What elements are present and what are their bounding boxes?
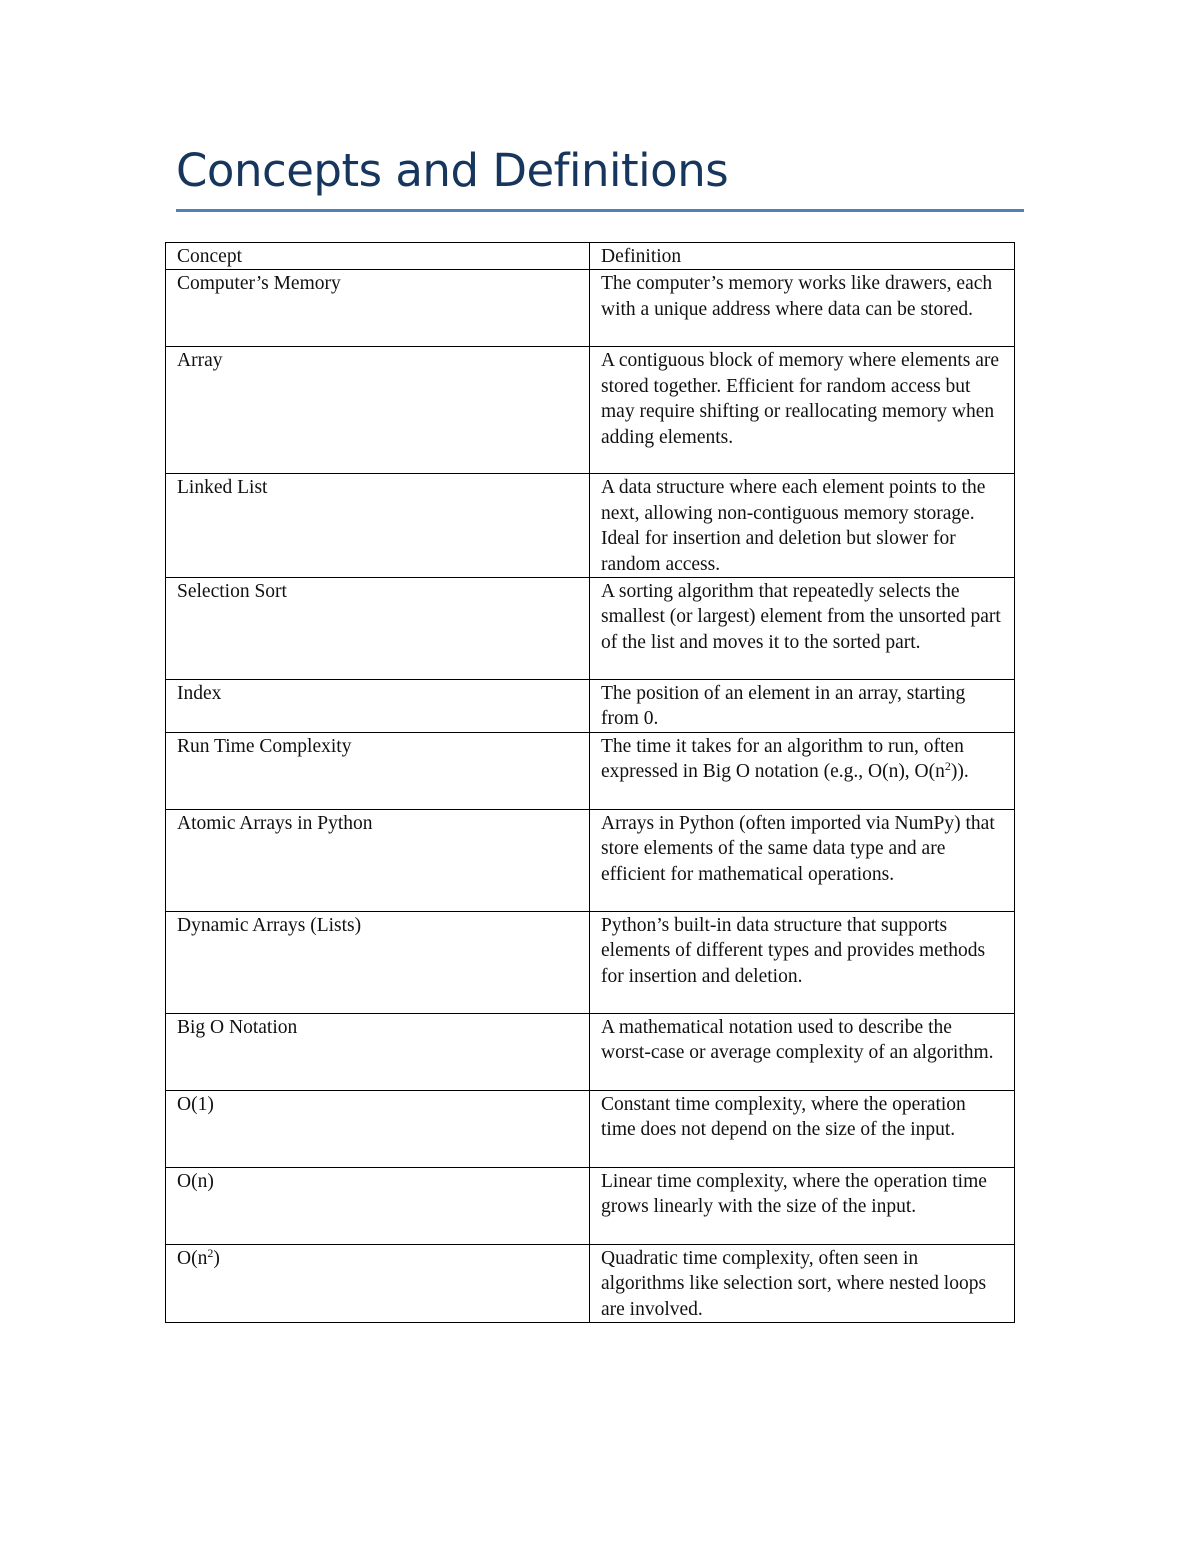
concepts-table [165,242,1015,1323]
table-row [166,732,1015,809]
concept-cell [166,1244,590,1322]
definition-cell: A contiguous block of memory where elements are stored together. Efficient for random access but may require shifting or reallocating memory when adding elements. [590,347,1015,474]
definition-cell: Arrays in Python (often imported via NumPy) that store elements of the same data type and are efficient for mathematical operations. [590,809,1015,911]
definition-cell: Quadratic time complexity, often seen in algorithms like selection sort, where nested loops are involved. [590,1244,1015,1322]
table-row [166,911,1015,1013]
definition-cell: Linear time complexity, where the operation time grows linearly with the size of the input. [590,1167,1015,1244]
concept-cell: Run Time Complexity [166,732,590,809]
concept-cell: O(1) [166,1090,590,1167]
table-row [166,578,1015,680]
definition-cell: A sorting algorithm that repeatedly selects the smallest (or largest) element from the unsorted part of the list and moves it to the sorted part. [590,578,1015,680]
table-row [166,1013,1015,1090]
concept-cell: Big O Notation [166,1013,590,1090]
concept-cell: Index [166,680,590,733]
table-row [166,1244,1015,1322]
table-row [166,474,1015,578]
definition-cell [590,732,1015,809]
table-row [166,1167,1015,1244]
page-title: Concepts and Definitions [176,144,729,197]
superscript: 2 [944,759,951,774]
concept-cell: Computer’s Memory [166,270,590,347]
table-row [166,270,1015,347]
concept-cell: Array [166,347,590,474]
table-row [166,680,1015,733]
title-underline [176,209,1024,212]
definition-text-end: )). [950,761,969,783]
table-row [166,347,1015,474]
definition-cell: Python’s built-in data structure that supports elements of different types and provides methods for insertion and deletion. [590,911,1015,1013]
table-header-row [166,243,1015,270]
definition-cell: The computer’s memory works like drawers, each with a unique address where data can be stored. [590,270,1015,347]
concept-text-end: ) [213,1247,220,1269]
definition-cell: The position of an element in an array, starting from 0. [590,680,1015,733]
concept-text: O(n [177,1247,208,1269]
concept-cell: Selection Sort [166,578,590,680]
table-row [166,1090,1015,1167]
concept-cell: Linked List [166,474,590,578]
header-concept: Concept [166,243,590,270]
definition-text: The time it takes for an algorithm to run, often expressed in Big O notation (e.g., O(n), O(n [601,735,964,783]
table-row [166,809,1015,911]
definition-cell: A data structure where each element points to the next, allowing non-contiguous memory storage. Ideal for insertion and deletion but slower for random access. [590,474,1015,578]
concept-cell: O(n) [166,1167,590,1244]
concept-cell: Dynamic Arrays (Lists) [166,911,590,1013]
definition-cell: Constant time complexity, where the operation time does not depend on the size of the input. [590,1090,1015,1167]
definition-cell: A mathematical notation used to describe the worst-case or average complexity of an algorithm. [590,1013,1015,1090]
header-definition: Definition [590,243,1015,270]
superscript: 2 [207,1245,214,1260]
concept-cell: Atomic Arrays in Python [166,809,590,911]
